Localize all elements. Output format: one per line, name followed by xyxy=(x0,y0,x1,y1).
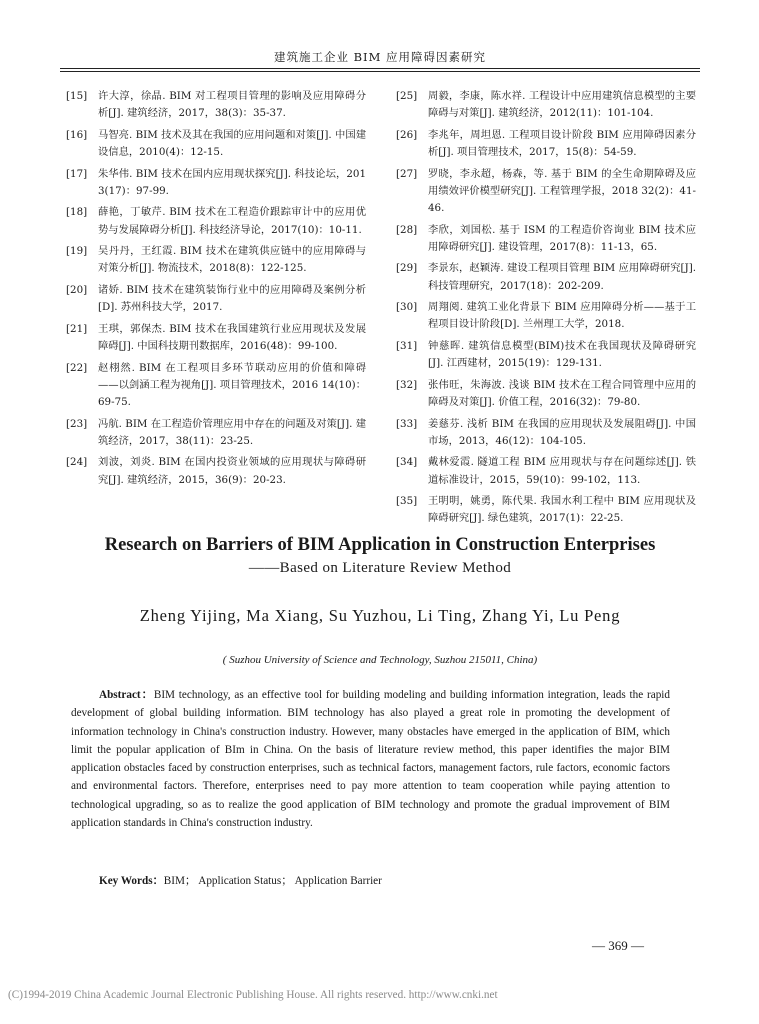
reference-entry xyxy=(66,321,366,355)
reference-entry xyxy=(396,127,696,161)
reference-number: [15] xyxy=(66,90,88,102)
reference-number: [19] xyxy=(66,245,88,258)
reference-entry xyxy=(66,127,366,161)
keywords xyxy=(99,872,679,888)
reference-entry xyxy=(396,88,696,122)
reference-text: 李兆年，周坦恩. 工程项目设计阶段 BIM 应用障碍因素分析[J]. 项目管理技术，2017，15(8)：54-59. xyxy=(428,128,696,158)
reference-entry xyxy=(396,222,696,256)
reference-text: 罗晓，李永超，杨森，等. 基于 BIM 的全生命期障碍及应用绩效评价模型研究[J]. 工程管理学报，2018 32(2)：41-46. xyxy=(428,167,696,214)
reference-text: 戴林爱霞. 隧道工程 BIM 应用现状与存在问题综述[J]. 铁道标准设计，2015，59(10)：99-102，113. xyxy=(428,456,696,486)
reference-text: 薛艳，丁敏芹. BIM 技术在工程造价跟踪审计中的应用优势与发展障碍分析[J]. 科技经济导论，2017(10)：10-11. xyxy=(98,206,366,236)
reference-number: [32] xyxy=(396,378,418,391)
reference-text: 吴丹丹，王红霞. BIM 技术在建筑供应链中的应用障碍与对策分析[J]. 物流技术，2018(8)：122-125. xyxy=(98,245,366,275)
reference-entry xyxy=(66,416,366,450)
reference-number: [34] xyxy=(396,456,418,469)
reference-entry xyxy=(396,416,696,450)
abstract-label: Abstract： xyxy=(99,689,154,701)
reference-entry xyxy=(66,243,366,277)
reference-text: 周毅，李康，陈水祥. 工程设计中应用建筑信息模型的主要障碍与对策[J]. 建筑经济，2012(11)：101-104. xyxy=(428,90,696,120)
reference-text: 王琪，郭保杰. BIM 技术在我国建筑行业应用现状及发展障碍[J]. 中国科技期刊数据库，2016(48)：99-100. xyxy=(98,322,366,352)
reference-number: [20] xyxy=(66,283,88,296)
reference-text: 赵栩然. BIM 在工程项目多环节联动应用的价值和障碍——以剑涵工程为视角[J]. 项目管理技术，2016 14(10)：69-75. xyxy=(98,361,366,408)
reference-number: [29] xyxy=(396,262,418,275)
references-section xyxy=(66,88,696,532)
reference-entry xyxy=(396,454,696,488)
reference-number: [18] xyxy=(66,206,88,219)
reference-entry xyxy=(396,338,696,372)
author-affiliation: ( Suzhou University of Science and Technology, Suzhou 215011, China) xyxy=(222,654,538,666)
reference-entry xyxy=(396,260,696,294)
page-number: — 369 — xyxy=(592,938,644,953)
abstract xyxy=(71,686,670,832)
abstract-text: BIM technology, as an effective tool for building modeling and building information integration, leads the rapid development of global building information. BIM technology has also played a great role in promoting the development of information technology in China's construction industry. However, many obstacles have emerged in the application of BIM, which limit the popular application of BIm in China. On the basis of literature review method, this paper identifies the major BIM application obstacles faced by construction enterprises, such as technical factors, management factors, rule factors, economic factors and environmental factors. Therefore, enterprises need to pay more attention to team cooperation while paying attention to technological upgrading, so as to realize the good application of BIM technology and promote the gradual improvement of BIM application standards in China's construction industry. xyxy=(71,689,670,830)
reference-number: [30] xyxy=(396,301,418,314)
header-double-rule xyxy=(60,68,700,72)
reference-number: [22] xyxy=(66,361,88,374)
keywords-label: Key Words： xyxy=(99,875,164,887)
reference-number: [33] xyxy=(396,417,418,430)
reference-text: 张伟旺，朱海波. 浅谈 BIM 技术在工程合同管理中应用的障碍及对策[J]. 价值工程，2016(32)：79-80. xyxy=(428,378,696,408)
reference-number: [26] xyxy=(396,128,418,141)
reference-entry xyxy=(396,493,696,527)
reference-text: 冯航. BIM 在工程造价管理应用中存在的问题及对策[J]. 建筑经济，2017，38(11)：23-25. xyxy=(98,417,366,447)
reference-text: 诸娇. BIM 技术在建筑装饰行业中的应用障碍及案例分析[D]. 苏州科技大学，2017. xyxy=(98,283,366,314)
reference-entry xyxy=(66,204,366,238)
english-subtitle: ——Based on Literature Review Method xyxy=(248,560,512,576)
reference-text: 李欣，刘国松. 基于 ISM 的工程造价咨询业 BIM 技术应用障碍研究[J]. 建设管理，2017(8)：11-13，65. xyxy=(428,223,696,253)
keywords-text: BIM； Application Status； Application Barrier xyxy=(163,875,382,887)
reference-entry xyxy=(66,454,366,488)
reference-entry xyxy=(66,360,366,412)
reference-entry xyxy=(396,377,696,411)
reference-text: 许大淳，徐晶. BIM 对工程项目管理的影响及应用障碍分析[J]. 建筑经济，2017，38(3)：35-37. xyxy=(98,90,366,120)
running-head: 建筑施工企业 BIM 应用障碍因素研究 xyxy=(273,50,487,64)
references-right-column xyxy=(396,88,696,532)
reference-number: [28] xyxy=(396,223,418,236)
reference-number: [23] xyxy=(66,417,88,430)
reference-text: 钟慈晖. 建筑信息模型(BIM)技术在我国现状及障碍研究[J]. 江西建材，2015(19)：129-131. xyxy=(428,339,696,370)
references-left-column xyxy=(66,88,366,532)
reference-text: 姜慈芬. 浅析 BIM 在我国的应用现状及发展阻碍[J]. 中国市场，2013，46(12)：104-105. xyxy=(428,417,696,447)
reference-number: [21] xyxy=(66,322,88,335)
reference-entry xyxy=(66,282,366,316)
reference-entry xyxy=(66,88,366,122)
reference-number: [17] xyxy=(66,167,88,180)
reference-number: [31] xyxy=(396,339,418,352)
reference-number: [25] xyxy=(396,90,418,102)
english-title: Research on Barriers of BIM Application in Construction Enterprises xyxy=(104,535,656,555)
reference-number: [27] xyxy=(396,167,418,180)
reference-entry xyxy=(396,166,696,218)
reference-number: [24] xyxy=(66,456,88,469)
reference-entry xyxy=(66,166,366,200)
author-list: Zheng Yijing, Ma Xiang, Su Yuzhou, Li Ting, Zhang Yi, Lu Peng xyxy=(139,606,621,625)
reference-entry xyxy=(396,299,696,333)
reference-text: 周翔阅. 建筑工业化背景下 BIM 应用障碍分析——基于工程项目设计阶段[D]. 兰州理工大学，2018. xyxy=(428,301,696,331)
reference-number: [35] xyxy=(396,495,418,508)
copyright-footer: (C)1994-2019 China Academic Journal Electronic Publishing House. All rights reserved. http://www.cnki.net xyxy=(8,989,498,1001)
reference-text: 李景东，赵颖涛. 建设工程项目管理 BIM 应用障碍研究[J]. 科技管理研究，2017(18)：202-209. xyxy=(428,262,696,292)
reference-text: 王明明，姚勇，陈代果. 我国水利工程中 BIM 应用现状及障碍研究[J]. 绿色建筑，2017(1)：22-25. xyxy=(428,495,696,525)
reference-text: 刘波，刘炎. BIM 在国内投资业领域的应用现状与障碍研究[J]. 建筑经济，2015，36(9)：20-23. xyxy=(98,456,366,486)
reference-text: 马智亮. BIM 技术及其在我国的应用问题和对策[J]. 中国建设信息，2010(4)：12-15. xyxy=(98,128,366,158)
reference-text: 朱华伟. BIM 技术在国内应用现状探究[J]. 科技论坛，2013(17)：97-99. xyxy=(98,167,366,197)
reference-number: [16] xyxy=(66,128,88,141)
